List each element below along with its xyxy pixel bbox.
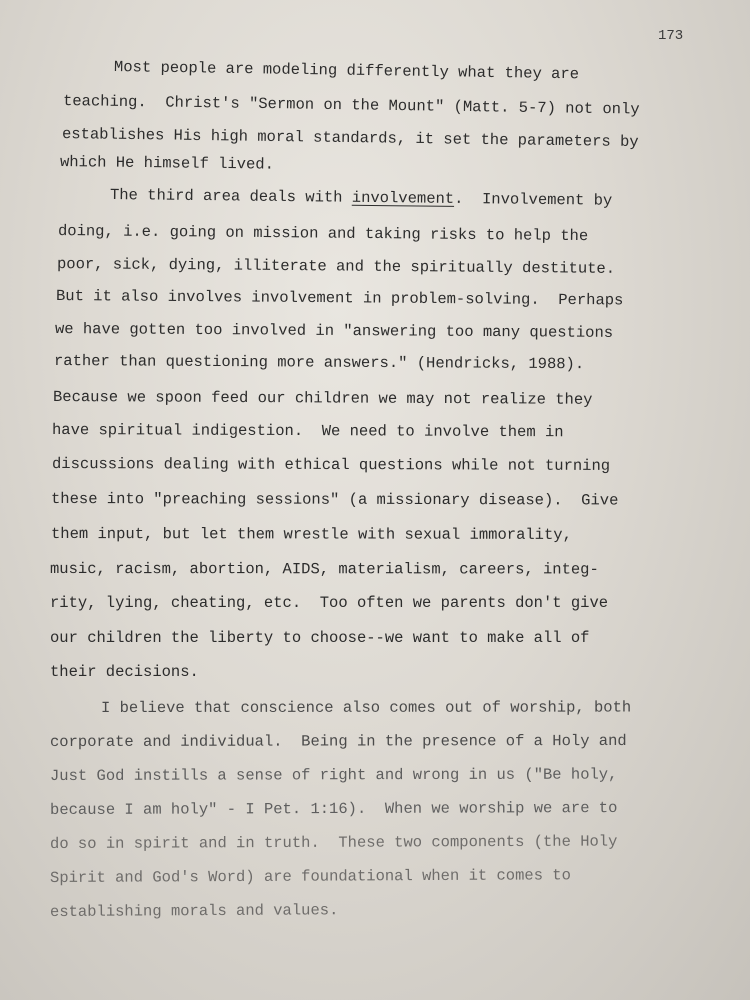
- paragraph-2-line-14: our children the liberty to choose--we want to make all of: [50, 629, 590, 647]
- paragraph-1-line-2: teaching. Christ's "Sermon on the Mount" (Matt. 5-7) not only: [62, 92, 640, 119]
- paragraph-2-line-1-end: . Involvement by: [454, 189, 613, 210]
- paragraph-2-line-11: them input, but let them wrestle with sexual immorality,: [50, 525, 572, 544]
- paragraph-3-line-4: because I am holy" - I Pet. 1:16). When we worship we are to: [49, 799, 618, 819]
- paragraph-3-line-1: I believe that conscience also comes out of worship, both: [100, 698, 632, 717]
- paragraph-3-line-7: establishing morals and values.: [49, 901, 339, 921]
- paragraph-2-line-5: we have gotten too involved in "answering too many questions: [54, 320, 614, 342]
- paragraph-3-line-3: Just God instills a sense of right and wrong in us ("Be holy,: [49, 765, 618, 785]
- paragraph-2-line-10: these into "preaching sessions" (a missionary disease). Give: [50, 490, 619, 510]
- page-number: 173: [658, 28, 684, 44]
- paragraph-3-line-5: do so in spirit and in truth. These two components (the Holy: [49, 832, 618, 853]
- paragraph-3-line-2: corporate and individual. Being in the presence of a Holy and: [49, 731, 627, 751]
- paragraph-1-line-1: Most people are modeling differently what they are: [113, 58, 580, 84]
- paragraph-2-line-6: rather than questioning more answers." (Hendricks, 1988).: [53, 352, 585, 374]
- paragraph-2-line-8: have spiritual indigestion. We need to involve them in: [51, 421, 564, 442]
- paragraph-3-line-6: Spirit and God's Word) are foundational when it comes to: [49, 866, 571, 887]
- paragraph-2-line-3: poor, sick, dying, illiterate and the spiritually destitute.: [56, 255, 616, 278]
- paragraph-2-line-7: Because we spoon feed our children we may not realize they: [52, 388, 593, 409]
- paragraph-2-line-15: their decisions.: [50, 663, 199, 681]
- paragraph-2-line-9: discussions dealing with ethical questions while not turning: [51, 455, 611, 475]
- paragraph-2-line-2: doing, i.e. going on mission and taking risks to help the: [57, 222, 589, 246]
- paragraph-1-line-4: which He himself lived.: [59, 153, 275, 174]
- paragraph-2-line-1-start: The third area deals with: [109, 186, 352, 207]
- paragraph-2-line-4: But it also involves involvement in problem-solving. Perhaps: [55, 287, 624, 310]
- paragraph-2-line-1: [110, 186, 612, 210]
- paragraph-2-line-12: music, racism, abortion, AIDS, materialism, careers, integ-: [49, 560, 599, 579]
- paragraph-2-line-13: rity, lying, cheating, etc. Too often we parents don't give: [50, 594, 609, 612]
- underlined-term: involvement: [351, 188, 455, 208]
- paragraph-1-line-3: establishes His high moral standards, it set the parameters by: [61, 125, 639, 152]
